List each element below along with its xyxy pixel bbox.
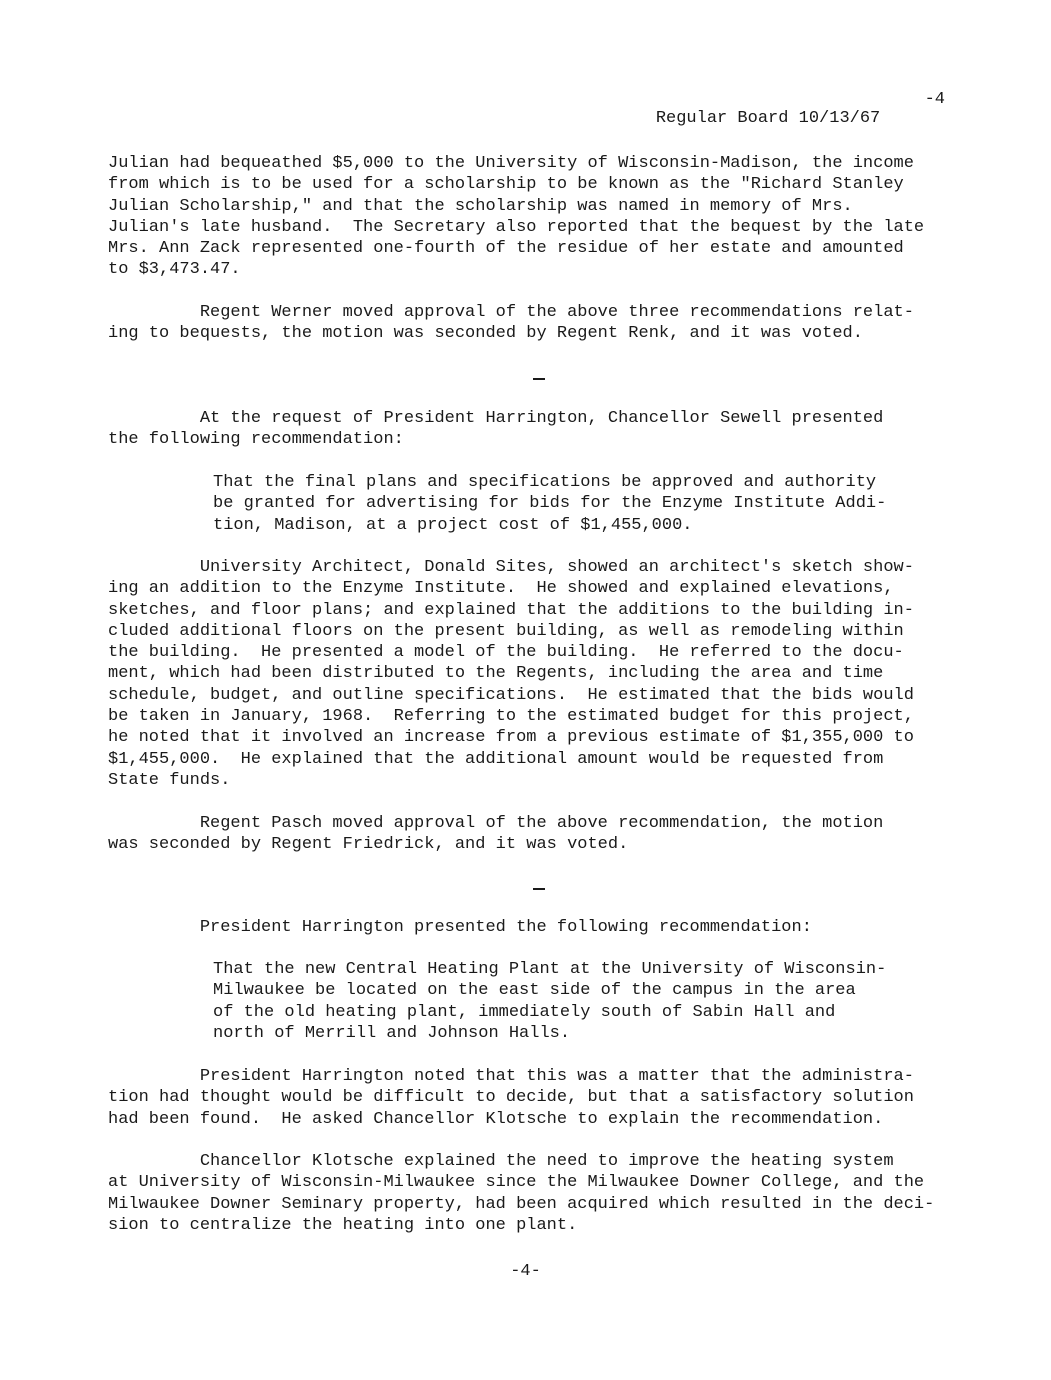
paragraph-klotsche-explained: Chancellor Klotsche explained the need to improve the heating system at University of Wisconsin-Milwaukee since the Milwaukee Downer College, and the Milwaukee Downer Seminary property, had been acquired which resulted in the deci- sion to centralize the heating into one plant. [108, 1152, 935, 1235]
section-separator [533, 378, 545, 380]
recommendation-enzyme-institute: That the final plans and specifications be approved and authority be granted for advertising for bids for the Enzyme Institute Addi- tion, Madison, at a project cost of $1,455,000. [213, 473, 887, 535]
paragraph-architect-sketch: University Architect, Donald Sites, showed an architect's sketch show- ing an addition to the Enzyme Institute. He showed and explained elevations, sketches, and floor plans; and explained that the additions to the building in- cluded additional floors on the present building, as well as remodeling within the building. He presented a model of the building. He referred to the docu- ment, which had been distributed to the Regents, including the area and time schedule, budget, and outline specifications. He estimated that the bids would be taken in January, 1968. Referring to the estimated budget for this project, he noted that it involved an increase from a previous estimate of $1,355,000 to $1,455,000. He explained that the additional amount would be requested from State funds. [108, 558, 914, 790]
recommendation-heating-plant: That the new Central Heating Plant at the University of Wisconsin- Milwaukee be located on the east side of the campus in the area of the old heating plant, immediately south of Sabin Hall and north of Merrill and Johnson Halls. [213, 960, 887, 1043]
paragraph-werner-motion: Regent Werner moved approval of the above three recommendations relat- ing to bequests, the motion was seconded by Regent Renk, and it was voted. [108, 303, 914, 344]
paragraph-pasch-motion: Regent Pasch moved approval of the above recommendation, the motion was seconded by Regent Friedrick, and it was voted. [108, 814, 884, 855]
section-separator [533, 888, 545, 890]
paragraph-sewell-request: At the request of President Harrington, Chancellor Sewell presented the following recommendation: [108, 409, 884, 450]
paragraph-harrington-noted: President Harrington noted that this was a matter that the administra- tion had thought would be difficult to decide, but that a satisfactory solution had been found. He asked Chancellor Klotsche to explain the recommendation. [108, 1067, 914, 1129]
paragraph-julian-bequest: Julian had bequeathed $5,000 to the University of Wisconsin-Madison, the income from which is to be used for a scholarship to be known as the "Richard Stanley Julian Scholarship," and that the scholarship was named in memory of Mrs. Julian's late husband. The Secretary also reported that the bequest by the late Mrs. Ann Zack represented one-fourth of the residue of her estate and amounted to $3,473.47. [108, 154, 925, 280]
header-title: Regular Board 10/13/67 [655, 109, 881, 128]
page-footer: -4- [510, 1262, 541, 1281]
paragraph-harrington-presents: President Harrington presented the following recommendation: [108, 918, 812, 937]
header-page-number: -4 [924, 90, 945, 109]
